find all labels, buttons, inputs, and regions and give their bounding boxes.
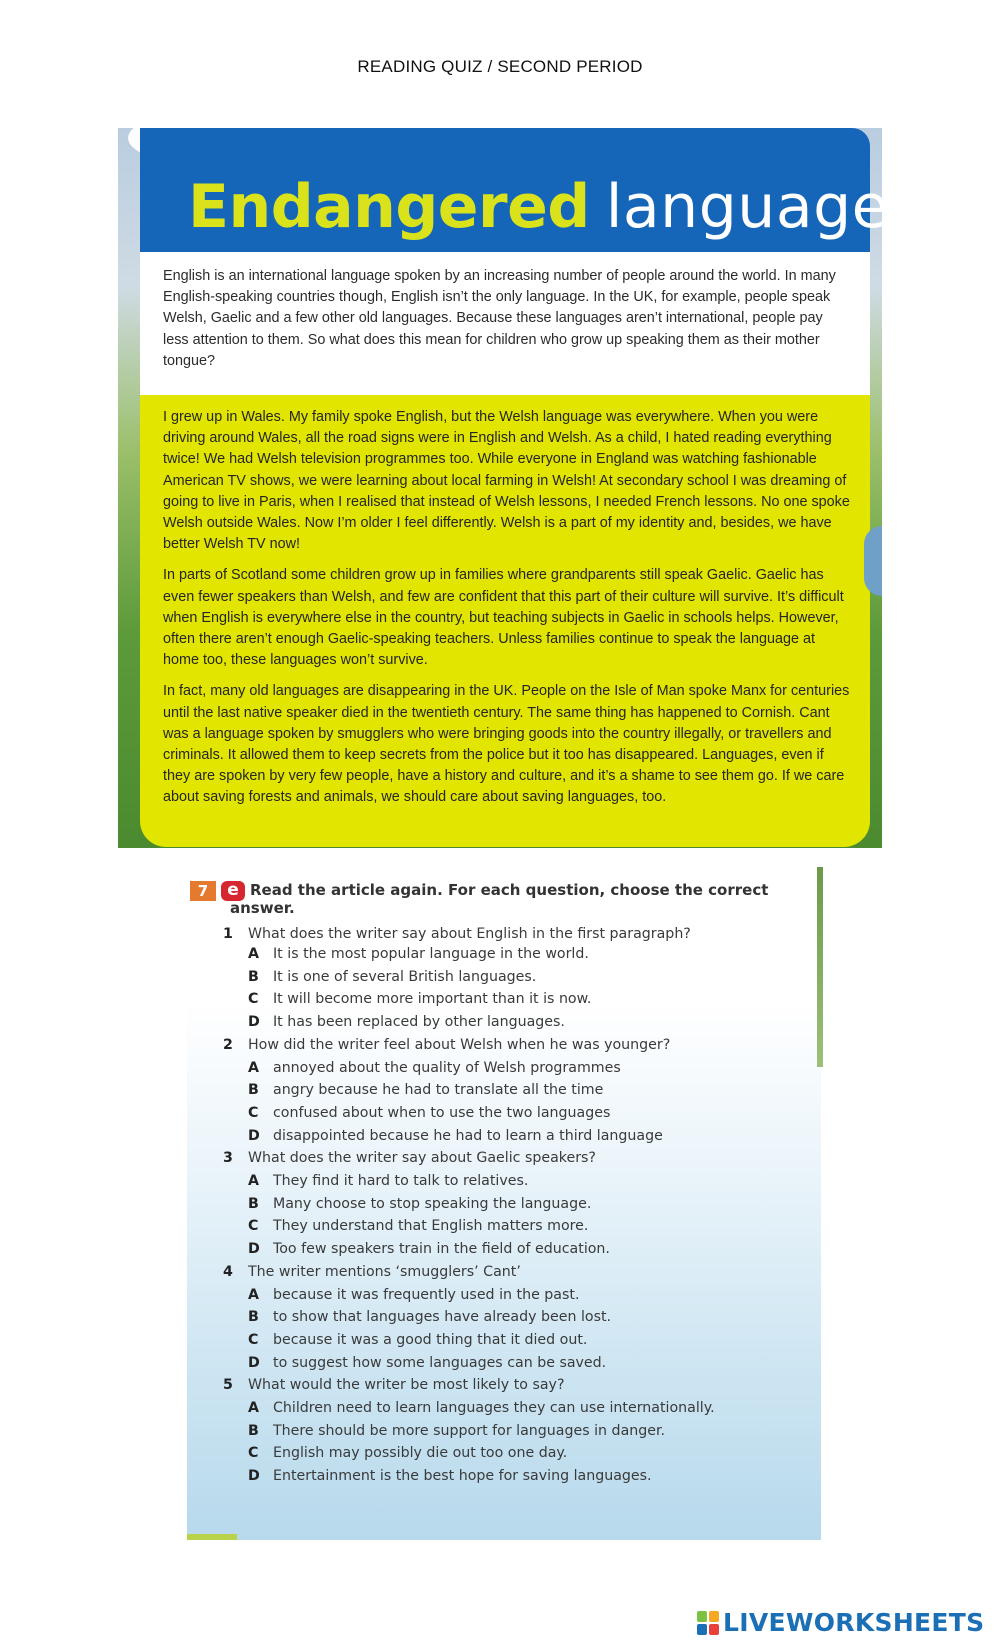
- answer-option[interactable]: [223, 1193, 813, 1216]
- answer-option[interactable]: [223, 1125, 813, 1148]
- option-letter: B: [248, 1422, 259, 1439]
- option-letter: A: [248, 1400, 259, 1417]
- question-text: 4 The writer mentions ‘smugglers’ Cant’: [223, 1261, 813, 1284]
- option-letter: B: [248, 1195, 259, 1212]
- question-text: 5 What would the writer be most likely to say?: [223, 1374, 813, 1397]
- option-text: They find it hard to talk to relatives.: [273, 1173, 529, 1190]
- option-letter: A: [248, 1059, 259, 1076]
- option-text: annoyed about the quality of Welsh programmes: [273, 1059, 621, 1076]
- exercise-instruction: Read the article again. For each question, choose the correct answer.: [230, 881, 769, 917]
- option-text: disappointed because he had to learn a third language: [273, 1127, 663, 1144]
- option-letter: C: [248, 1104, 259, 1121]
- answer-option[interactable]: [223, 1170, 813, 1193]
- option-text: because it was a good thing that it died out.: [273, 1331, 588, 1348]
- liveworksheets-logo-icon: [697, 1611, 719, 1635]
- answer-option[interactable]: [223, 1420, 813, 1443]
- logo-text: LIVEWORKSHEETS: [723, 1608, 985, 1637]
- exam-task-badge: e: [221, 881, 245, 901]
- intro-paragraph: English is an international language spoken by an increasing number of people around the world. In many English-speaking countries though, English isn’t the only language. In the UK, for example, people speak Welsh, Gaelic and a few other old languages. Because these languages aren’t international, people pay less attention to them. So what does this mean for children who grow up speaking them as their mother tongue?: [163, 268, 836, 369]
- answer-option[interactable]: [223, 1284, 813, 1307]
- option-letter: C: [248, 1218, 259, 1235]
- option-text: English may possibly die out too one day.: [273, 1445, 568, 1462]
- questions-panel: [187, 867, 821, 1540]
- option-text: It has been replaced by other languages.: [273, 1014, 565, 1031]
- option-text: angry because he had to translate all the time: [273, 1082, 604, 1099]
- option-letter: A: [248, 946, 259, 962]
- photo-edge-decoration: [817, 867, 823, 1067]
- exercise-number-badge: 7: [190, 881, 216, 901]
- option-text: It is one of several British languages.: [273, 968, 537, 985]
- option-letter: C: [248, 1445, 259, 1462]
- article-body: [140, 395, 870, 847]
- option-text: There should be more support for languages in danger.: [273, 1422, 666, 1439]
- option-letter: B: [248, 1309, 259, 1326]
- option-text: Many choose to stop speaking the language.: [273, 1195, 592, 1212]
- option-text: They understand that English matters more.: [273, 1218, 589, 1235]
- answer-option[interactable]: [223, 1215, 813, 1238]
- question-text: 1 What does the writer say about English in the first paragraph?: [223, 926, 691, 942]
- option-text: to show that languages have already been lost.: [273, 1309, 612, 1326]
- answer-option[interactable]: [223, 1306, 813, 1329]
- option-text: It is the most popular language in the world.: [273, 946, 589, 962]
- option-text: Too few speakers train in the field of education.: [273, 1241, 610, 1258]
- answer-option[interactable]: [223, 1329, 813, 1352]
- photo-decoration: [864, 526, 882, 596]
- answer-option[interactable]: [223, 966, 813, 989]
- article-paragraph-3: In fact, many old languages are disappearing in the UK. People on the Isle of Man spoke Manx for centuries until the last native speaker died in the twentieth century. The same thing has happened to Cornish. Cant was a language spoken by smugglers who were bringing goods into the country illegally, or travellers and criminals. It allowed them to keep secrets from the police but it too has disappeared. Languages, even if they are spoken by very few people, have a history and culture, and it’s a shame to see them go. If we care about saving forests and animals, we should care about saving languages, too.: [163, 683, 850, 806]
- option-text: because it was frequently used in the past.: [273, 1286, 580, 1303]
- option-text: It will become more important than it is now.: [273, 991, 592, 1008]
- answer-option[interactable]: [223, 1442, 813, 1465]
- intro-box: [140, 252, 870, 395]
- question-5: [223, 1374, 813, 1488]
- answer-option[interactable]: [223, 1397, 813, 1420]
- option-letter: D: [248, 1014, 260, 1031]
- option-letter: A: [248, 1173, 259, 1190]
- option-letter: B: [248, 968, 259, 985]
- question-number: 3: [223, 1150, 233, 1167]
- option-letter: C: [248, 1331, 259, 1348]
- article-paragraph-2: In parts of Scotland some children grow up in families where grandparents still speak Gaelic. Gaelic has even fewer speakers than Welsh, and few are confident that this part of their culture will survive. It’s difficult when English is everywhere else in the country, but teaching subjects in Gaelic in schools helps. However, often there aren’t enough Gaelic-speaking teachers. Unless families continue to speak the language at home too, these languages won’t survive.: [163, 567, 844, 669]
- option-letter: B: [248, 1082, 259, 1099]
- option-letter: D: [248, 1127, 260, 1144]
- answer-option[interactable]: [223, 1057, 813, 1080]
- article-paragraph-1: I grew up in Wales. My family spoke English, but the Welsh language was everywhere. When you were driving around Wales, all the road signs were in English and Welsh. As a child, I hated reading everything twice! We had Welsh television programmes too. While everyone in England was watching fashionable American TV shows, we were learning about local farming in Welsh! At secondary school I was dreaming of going to live in Paris, when I realised that instead of Welsh lessons, I needed French lessons. No one spoke Welsh outside Wales. Now I’m older I feel differently. Welsh is a part of my identity and, besides, we have better Welsh TV now!: [163, 409, 850, 553]
- answer-option[interactable]: [223, 943, 813, 966]
- answer-option[interactable]: [223, 1102, 813, 1125]
- answer-option[interactable]: [223, 1465, 813, 1488]
- article-panel: [118, 128, 954, 848]
- title-highlight: Endangered: [188, 172, 590, 242]
- answer-option[interactable]: [223, 1352, 813, 1375]
- option-letter: D: [248, 1354, 260, 1371]
- question-list: [223, 925, 813, 1488]
- answer-option[interactable]: [223, 1079, 813, 1102]
- question-1: [223, 925, 813, 1034]
- question-number: 2: [223, 1036, 233, 1053]
- question-4: [223, 1261, 813, 1375]
- question-3: [223, 1147, 813, 1261]
- question-text: 2 How did the writer feel about Welsh when he was younger?: [223, 1034, 813, 1057]
- title-band: [140, 128, 954, 252]
- option-letter: D: [248, 1468, 260, 1485]
- option-text: to suggest how some languages can be saved.: [273, 1354, 607, 1371]
- question-2: [223, 1034, 813, 1148]
- option-letter: C: [248, 991, 259, 1008]
- article-title: [188, 172, 953, 242]
- question-number: 4: [223, 1263, 233, 1280]
- answer-option[interactable]: [223, 1238, 813, 1261]
- option-text: confused about when to use the two languages: [273, 1104, 611, 1121]
- question-number: 1: [223, 926, 233, 942]
- question-text: 3 What does the writer say about Gaelic speakers?: [223, 1147, 813, 1170]
- option-letter: D: [248, 1241, 260, 1258]
- answer-option[interactable]: [223, 988, 813, 1011]
- option-text: Children need to learn languages they can use internationally.: [273, 1400, 715, 1417]
- grass-strip-decoration: [187, 1534, 237, 1540]
- option-text: Entertainment is the best hope for saving languages.: [273, 1468, 652, 1485]
- title-rest: languages?: [605, 172, 954, 242]
- page-header: READING QUIZ / SECOND PERIOD: [357, 57, 643, 76]
- question-number: 5: [223, 1377, 233, 1394]
- option-letter: A: [248, 1286, 259, 1303]
- answer-option[interactable]: [223, 1011, 813, 1034]
